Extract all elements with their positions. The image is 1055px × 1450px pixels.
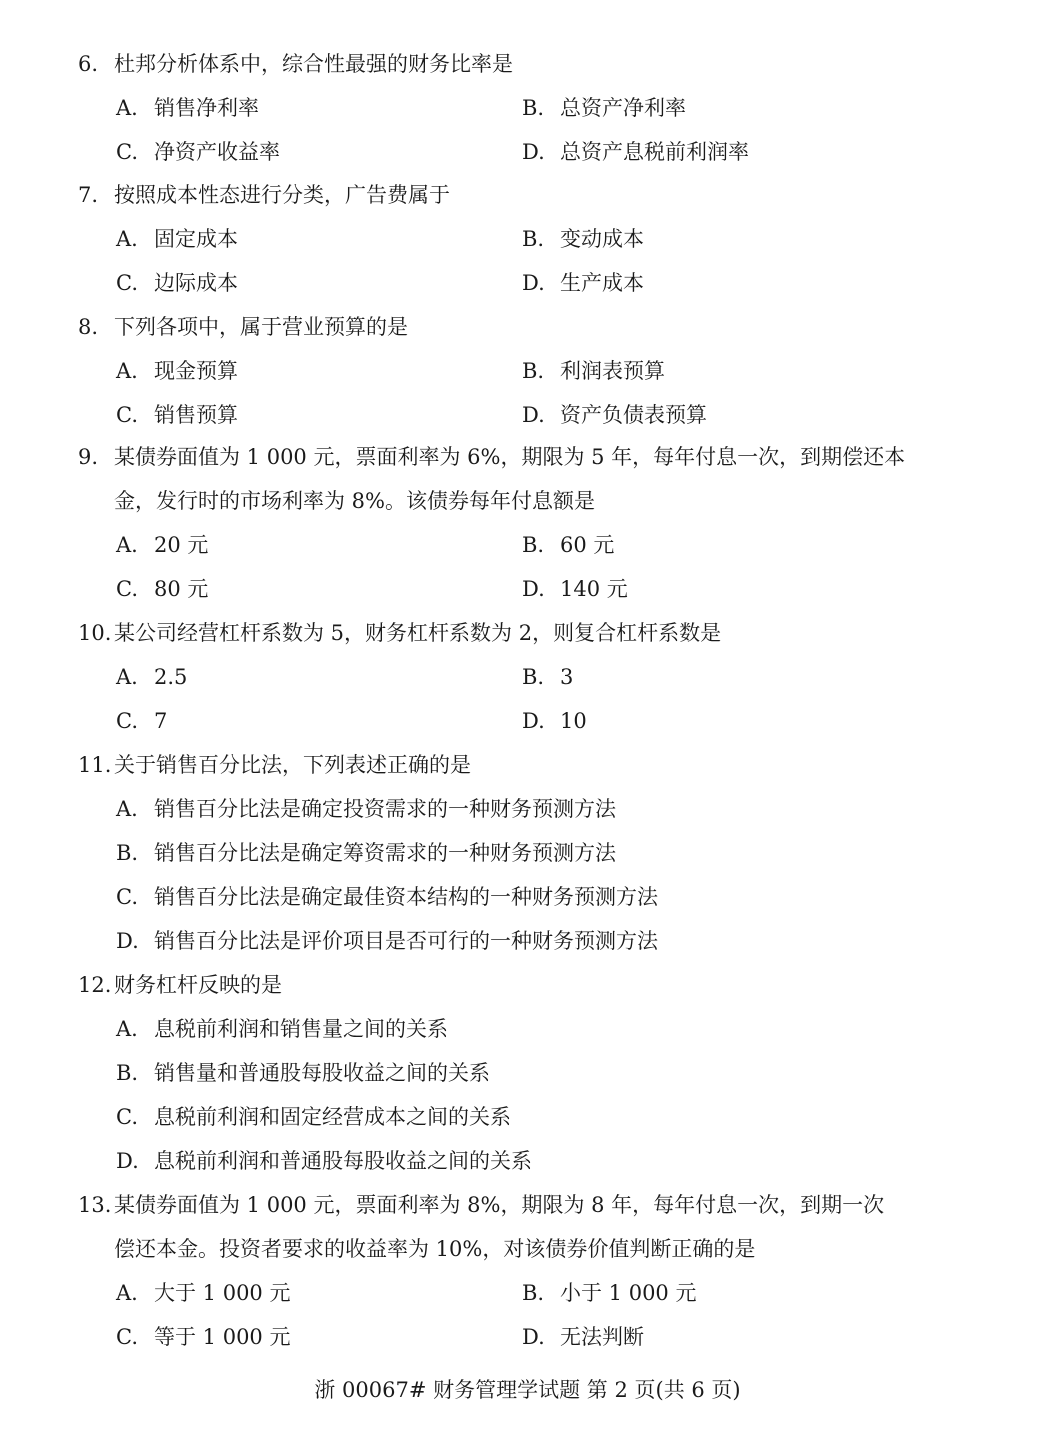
question-10	[78, 611, 958, 743]
options	[78, 1007, 958, 1183]
question-text: 杜邦分析体系中，综合性最强的财务比率是	[114, 52, 513, 76]
question-number: 8.	[78, 315, 99, 339]
question-text: 下列各项中，属于营业预算的是	[114, 315, 408, 339]
option-a: A. 销售百分比法是确定投资需求的一种财务预测方法	[116, 797, 616, 821]
question-11	[78, 743, 958, 963]
question-stem	[78, 1183, 958, 1227]
question-number: 6.	[78, 52, 99, 76]
question-number: 11.	[78, 753, 112, 777]
options	[78, 787, 958, 963]
option-d: D. 生产成本	[522, 271, 644, 295]
option-d: D. 息税前利润和普通股每股收益之间的关系	[116, 1149, 532, 1173]
question-7	[78, 173, 958, 305]
option-b: B. 销售量和普通股每股收益之间的关系	[116, 1061, 490, 1085]
question-6	[78, 42, 958, 174]
option-c: C. 销售百分比法是确定最佳资本结构的一种财务预测方法	[116, 885, 658, 909]
option-a: A. 2.5	[116, 665, 188, 689]
option-d: D. 10	[522, 709, 587, 733]
question-text-continued: 金，发行时的市场利率为 8%。该债券每年付息额是	[114, 489, 595, 513]
question-stem	[78, 305, 958, 349]
question-text: 某债券面值为 1 000 元，票面利率为 8%，期限为 8 年，每年付息一次，到期一次	[114, 1193, 885, 1217]
question-number: 9.	[78, 445, 99, 469]
question-9	[78, 435, 958, 611]
question-text: 关于销售百分比法，下列表述正确的是	[114, 753, 471, 777]
option-a: A. 销售净利率	[116, 96, 259, 120]
option-d: D. 销售百分比法是评价项目是否可行的一种财务预测方法	[116, 929, 658, 953]
question-text: 按照成本性态进行分类，广告费属于	[114, 183, 450, 207]
option-b: B. 利润表预算	[522, 359, 665, 383]
option-c: C. 80 元	[116, 577, 209, 601]
question-12	[78, 963, 958, 1183]
option-c: C. 等于 1 000 元	[116, 1325, 291, 1349]
page-footer: 浙 00067# 财务管理学试题 第 2 页(共 6 页)	[314, 1378, 741, 1402]
question-stem	[78, 743, 958, 787]
options	[78, 349, 958, 437]
option-d: D. 资产负债表预算	[522, 403, 707, 427]
option-a: A. 息税前利润和销售量之间的关系	[116, 1017, 448, 1041]
option-a: A. 大于 1 000 元	[116, 1281, 291, 1305]
option-b: B. 60 元	[522, 533, 615, 557]
question-number: 13.	[78, 1193, 112, 1217]
option-c: C. 息税前利润和固定经营成本之间的关系	[116, 1105, 511, 1129]
options	[78, 523, 958, 611]
option-c: C. 边际成本	[116, 271, 238, 295]
question-8	[78, 305, 958, 437]
question-13	[78, 1183, 958, 1359]
question-number: 7.	[78, 183, 99, 207]
option-b: B. 小于 1 000 元	[522, 1281, 697, 1305]
question-stem	[78, 435, 958, 479]
question-stem	[78, 611, 958, 655]
question-stem	[78, 963, 958, 1007]
question-number: 12.	[78, 973, 112, 997]
question-number: 10.	[78, 621, 112, 645]
option-d: D. 140 元	[522, 577, 628, 601]
question-text: 某公司经营杠杆系数为 5，财务杠杆系数为 2，则复合杠杆系数是	[114, 621, 722, 645]
option-c: C. 净资产收益率	[116, 140, 280, 164]
question-stem	[78, 173, 958, 217]
option-b: B. 总资产净利率	[522, 96, 686, 120]
question-text: 某债券面值为 1 000 元，票面利率为 6%，期限为 5 年，每年付息一次，到期偿还本	[114, 445, 906, 469]
options	[78, 86, 958, 174]
options	[78, 1271, 958, 1359]
option-a: A. 固定成本	[116, 227, 238, 251]
option-c: C. 7	[116, 709, 168, 733]
options	[78, 655, 958, 743]
option-a: A. 现金预算	[116, 359, 238, 383]
option-a: A. 20 元	[116, 533, 209, 557]
option-c: C. 销售预算	[116, 403, 238, 427]
options	[78, 217, 958, 305]
option-b: B. 3	[522, 665, 574, 689]
question-stem	[78, 42, 958, 86]
question-text: 财务杠杆反映的是	[114, 973, 282, 997]
option-b: B. 变动成本	[522, 227, 644, 251]
option-b: B. 销售百分比法是确定筹资需求的一种财务预测方法	[116, 841, 616, 865]
option-d: D. 无法判断	[522, 1325, 644, 1349]
option-d: D. 总资产息税前利润率	[522, 140, 749, 164]
question-text-continued: 偿还本金。投资者要求的收益率为 10%，对该债券价值判断正确的是	[114, 1237, 756, 1261]
